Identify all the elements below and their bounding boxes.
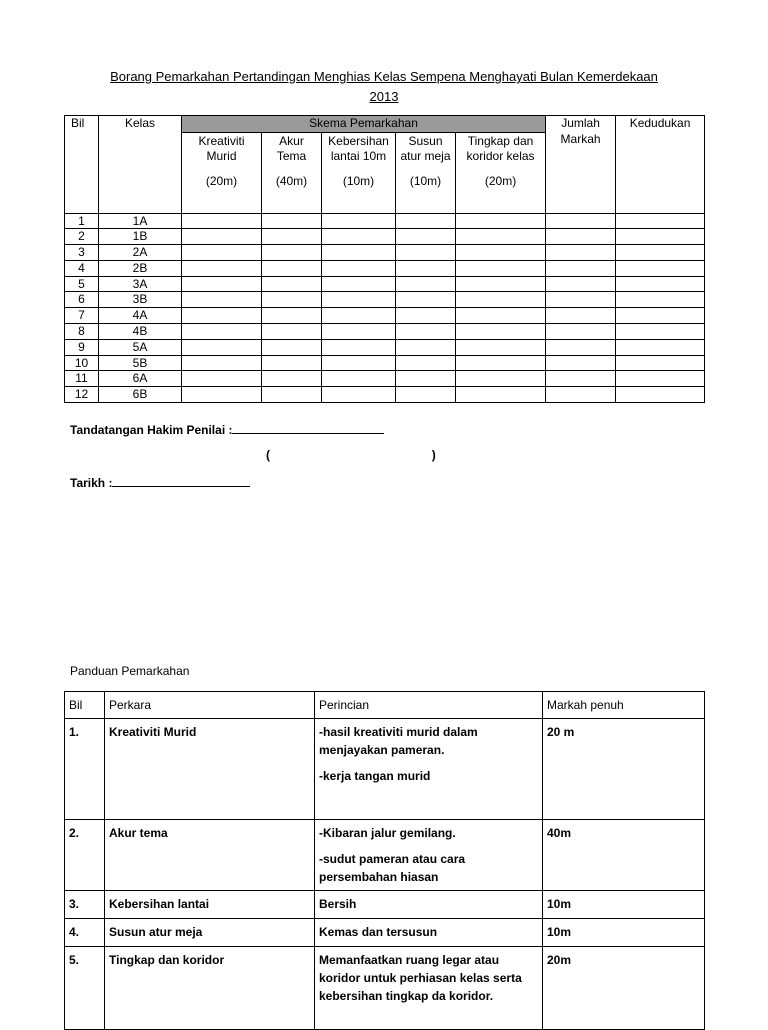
row-bil: 2 <box>65 229 99 245</box>
guide-perincian <box>315 719 543 820</box>
row-kelas: 4B <box>99 324 182 340</box>
form-title <box>64 67 704 107</box>
score-cell[interactable] <box>262 339 322 355</box>
guide-markah: 20m <box>543 947 705 1030</box>
criteria-header <box>396 132 456 213</box>
score-cell[interactable] <box>456 387 546 403</box>
score-cell[interactable] <box>322 213 396 229</box>
paren-open: ( <box>266 448 270 462</box>
title-line-2: 2013 <box>369 89 399 104</box>
header-kedudukan: Kedudukan <box>616 116 705 214</box>
guide-bil: 3. <box>65 891 105 919</box>
guide-perincian <box>315 820 543 891</box>
score-cell[interactable] <box>322 387 396 403</box>
score-cell[interactable] <box>182 229 262 245</box>
score-cell[interactable] <box>322 245 396 261</box>
table-row <box>65 355 705 371</box>
guide-header-cell: Bil <box>65 692 105 719</box>
perincian-line: Memanfaatkan ruang legar atau koridor untuk perhiasan kelas serta kebersihan tingkap da koridor. <box>319 953 522 1003</box>
score-cell[interactable] <box>546 245 616 261</box>
score-cell[interactable] <box>616 308 705 324</box>
criteria-header <box>182 132 262 213</box>
score-cell[interactable] <box>182 292 262 308</box>
score-cell[interactable] <box>322 339 396 355</box>
score-cell[interactable] <box>456 229 546 245</box>
score-table-body <box>65 213 705 403</box>
score-cell[interactable] <box>616 355 705 371</box>
score-cell[interactable] <box>262 371 322 387</box>
row-kelas: 6A <box>99 371 182 387</box>
score-cell[interactable] <box>182 213 262 229</box>
row-kelas: 2B <box>99 260 182 276</box>
guide-table <box>64 691 705 1030</box>
score-cell[interactable] <box>616 371 705 387</box>
criteria-label: Tingkap dan koridor kelas <box>466 133 535 163</box>
score-cell[interactable] <box>396 229 456 245</box>
score-cell[interactable] <box>182 339 262 355</box>
criteria-mark: (20m) <box>205 173 238 188</box>
score-cell[interactable] <box>262 260 322 276</box>
score-cell[interactable] <box>262 355 322 371</box>
score-cell[interactable] <box>322 308 396 324</box>
row-bil: 9 <box>65 339 99 355</box>
guide-header-row <box>65 692 705 719</box>
guide-row <box>65 820 705 891</box>
table-row <box>65 213 705 229</box>
row-kelas: 4A <box>99 308 182 324</box>
row-bil: 6 <box>65 292 99 308</box>
score-cell[interactable] <box>322 229 396 245</box>
criteria-label: Kreativiti Murid <box>198 133 245 163</box>
score-cell[interactable] <box>456 355 546 371</box>
score-cell[interactable] <box>546 308 616 324</box>
perincian-line: -hasil kreativiti murid dalam menjayakan pameran. <box>319 725 478 757</box>
score-cell[interactable] <box>322 292 396 308</box>
table-row <box>65 324 705 340</box>
score-cell[interactable] <box>456 213 546 229</box>
guide-perincian <box>315 919 543 947</box>
score-cell[interactable] <box>616 292 705 308</box>
score-cell[interactable] <box>616 339 705 355</box>
perincian-line: -sudut pameran atau cara persembahan hiasan <box>319 852 466 884</box>
judge-name-parens <box>266 448 436 462</box>
header-skema-pemarkahan: Skema Pemarkahan <box>182 116 546 133</box>
guide-perincian <box>315 891 543 919</box>
judge-signature <box>70 422 384 437</box>
score-cell[interactable] <box>616 276 705 292</box>
score-cell[interactable] <box>456 276 546 292</box>
score-cell[interactable] <box>182 355 262 371</box>
table-row <box>65 260 705 276</box>
score-cell[interactable] <box>546 339 616 355</box>
date-line[interactable] <box>112 475 250 487</box>
row-kelas: 3A <box>99 276 182 292</box>
score-cell[interactable] <box>456 339 546 355</box>
score-cell[interactable] <box>396 355 456 371</box>
guide-markah: 10m <box>543 919 705 947</box>
score-cell[interactable] <box>616 213 705 229</box>
guide-perkara: Akur tema <box>105 820 315 891</box>
score-cell[interactable] <box>396 371 456 387</box>
criteria-label: Kebersihan lantai 10m <box>328 133 389 163</box>
row-bil: 12 <box>65 387 99 403</box>
perincian-line: Kemas dan tersusun <box>319 925 438 939</box>
score-cell[interactable] <box>396 387 456 403</box>
row-kelas: 2A <box>99 245 182 261</box>
score-cell[interactable] <box>616 324 705 340</box>
score-cell[interactable] <box>262 276 322 292</box>
guide-table-body <box>65 719 705 1030</box>
score-cell[interactable] <box>396 276 456 292</box>
table-row <box>65 292 705 308</box>
guide-bil: 5. <box>65 947 105 1030</box>
row-bil: 10 <box>65 355 99 371</box>
score-cell[interactable] <box>546 371 616 387</box>
criteria-header <box>262 132 322 213</box>
score-cell[interactable] <box>546 355 616 371</box>
score-cell[interactable] <box>262 229 322 245</box>
row-bil: 5 <box>65 276 99 292</box>
row-kelas: 1B <box>99 229 182 245</box>
guide-row <box>65 919 705 947</box>
score-cell[interactable] <box>182 324 262 340</box>
criteria-mark: (20m) <box>484 173 517 188</box>
row-kelas: 3B <box>99 292 182 308</box>
guide-header-cell: Perincian <box>315 692 543 719</box>
table-row <box>65 276 705 292</box>
score-cell[interactable] <box>546 213 616 229</box>
header-jumlah-markah: Jumlah Markah <box>546 116 616 214</box>
criteria-label: Akur Tema <box>276 133 307 163</box>
guide-row <box>65 947 705 1030</box>
table-row <box>65 245 705 261</box>
score-cell[interactable] <box>616 229 705 245</box>
score-cell[interactable] <box>546 260 616 276</box>
table-row <box>65 339 705 355</box>
score-cell[interactable] <box>616 260 705 276</box>
score-cell[interactable] <box>396 308 456 324</box>
score-cell[interactable] <box>182 260 262 276</box>
row-kelas: 5B <box>99 355 182 371</box>
table-row <box>65 229 705 245</box>
title-line-1: Borang Pemarkahan Pertandingan Menghias Kelas Sempena Menghayati Bulan Kemerdekaan <box>110 69 658 84</box>
score-cell[interactable] <box>546 292 616 308</box>
score-cell[interactable] <box>322 355 396 371</box>
score-cell[interactable] <box>322 324 396 340</box>
row-kelas: 1A <box>99 213 182 229</box>
guide-bil: 4. <box>65 919 105 947</box>
judge-signature-label: Tandatangan Hakim Penilai : <box>70 423 233 437</box>
score-cell[interactable] <box>456 245 546 261</box>
score-cell[interactable] <box>396 245 456 261</box>
criteria-mark: (40m) <box>275 173 308 188</box>
row-bil: 3 <box>65 245 99 261</box>
guide-row <box>65 891 705 919</box>
criteria-label: Susun atur meja <box>400 133 451 163</box>
score-cell[interactable] <box>616 245 705 261</box>
guide-markah: 40m <box>543 820 705 891</box>
score-cell[interactable] <box>396 213 456 229</box>
guide-header-cell: Markah penuh <box>543 692 705 719</box>
row-bil: 11 <box>65 371 99 387</box>
score-cell[interactable] <box>546 276 616 292</box>
guide-bil: 2. <box>65 820 105 891</box>
signature-line[interactable] <box>232 422 384 434</box>
paren-close: ) <box>431 448 436 462</box>
score-cell[interactable] <box>322 260 396 276</box>
score-cell[interactable] <box>456 371 546 387</box>
guide-row <box>65 719 705 820</box>
score-cell[interactable] <box>546 324 616 340</box>
guide-markah: 20 m <box>543 719 705 820</box>
score-cell[interactable] <box>456 260 546 276</box>
score-cell[interactable] <box>396 339 456 355</box>
score-cell[interactable] <box>456 324 546 340</box>
score-cell[interactable] <box>456 308 546 324</box>
score-cell[interactable] <box>262 245 322 261</box>
score-cell[interactable] <box>262 324 322 340</box>
score-table <box>64 115 705 403</box>
score-cell[interactable] <box>182 276 262 292</box>
score-cell[interactable] <box>182 308 262 324</box>
guide-header-cell: Perkara <box>105 692 315 719</box>
date-field <box>70 475 250 490</box>
criteria-header <box>456 132 546 213</box>
score-cell[interactable] <box>546 387 616 403</box>
score-cell[interactable] <box>262 387 322 403</box>
score-cell[interactable] <box>616 387 705 403</box>
guide-perincian <box>315 947 543 1030</box>
guide-perkara: Kebersihan lantai <box>105 891 315 919</box>
guide-title: Panduan Pemarkahan <box>70 664 190 678</box>
row-bil: 7 <box>65 308 99 324</box>
score-cell[interactable] <box>396 292 456 308</box>
guide-perkara: Tingkap dan koridor <box>105 947 315 1030</box>
row-kelas: 5A <box>99 339 182 355</box>
guide-bil: 1. <box>65 719 105 820</box>
date-label: Tarikh : <box>70 476 113 490</box>
score-cell[interactable] <box>456 292 546 308</box>
score-cell[interactable] <box>262 292 322 308</box>
score-cell[interactable] <box>396 260 456 276</box>
perincian-line: -Kibaran jalur gemilang. <box>319 826 456 840</box>
table-row <box>65 371 705 387</box>
perincian-line: Bersih <box>319 897 357 911</box>
header-bil: Bil <box>65 116 99 214</box>
header-kelas: Kelas <box>99 116 182 214</box>
score-cell[interactable] <box>262 308 322 324</box>
row-bil: 1 <box>65 213 99 229</box>
perincian-line: -kerja tangan murid <box>319 769 431 783</box>
score-cell[interactable] <box>182 371 262 387</box>
criteria-mark: (10m) <box>409 173 442 188</box>
score-cell[interactable] <box>262 213 322 229</box>
row-kelas: 6B <box>99 387 182 403</box>
score-cell[interactable] <box>546 229 616 245</box>
guide-markah: 10m <box>543 891 705 919</box>
table-row <box>65 387 705 403</box>
score-cell[interactable] <box>322 371 396 387</box>
row-bil: 8 <box>65 324 99 340</box>
score-cell[interactable] <box>396 324 456 340</box>
criteria-mark: (10m) <box>342 173 375 188</box>
score-cell[interactable] <box>182 245 262 261</box>
guide-perkara: Kreativiti Murid <box>105 719 315 820</box>
table-row <box>65 308 705 324</box>
guide-perkara: Susun atur meja <box>105 919 315 947</box>
score-cell[interactable] <box>182 387 262 403</box>
criteria-header <box>322 132 396 213</box>
score-cell[interactable] <box>322 276 396 292</box>
row-bil: 4 <box>65 260 99 276</box>
